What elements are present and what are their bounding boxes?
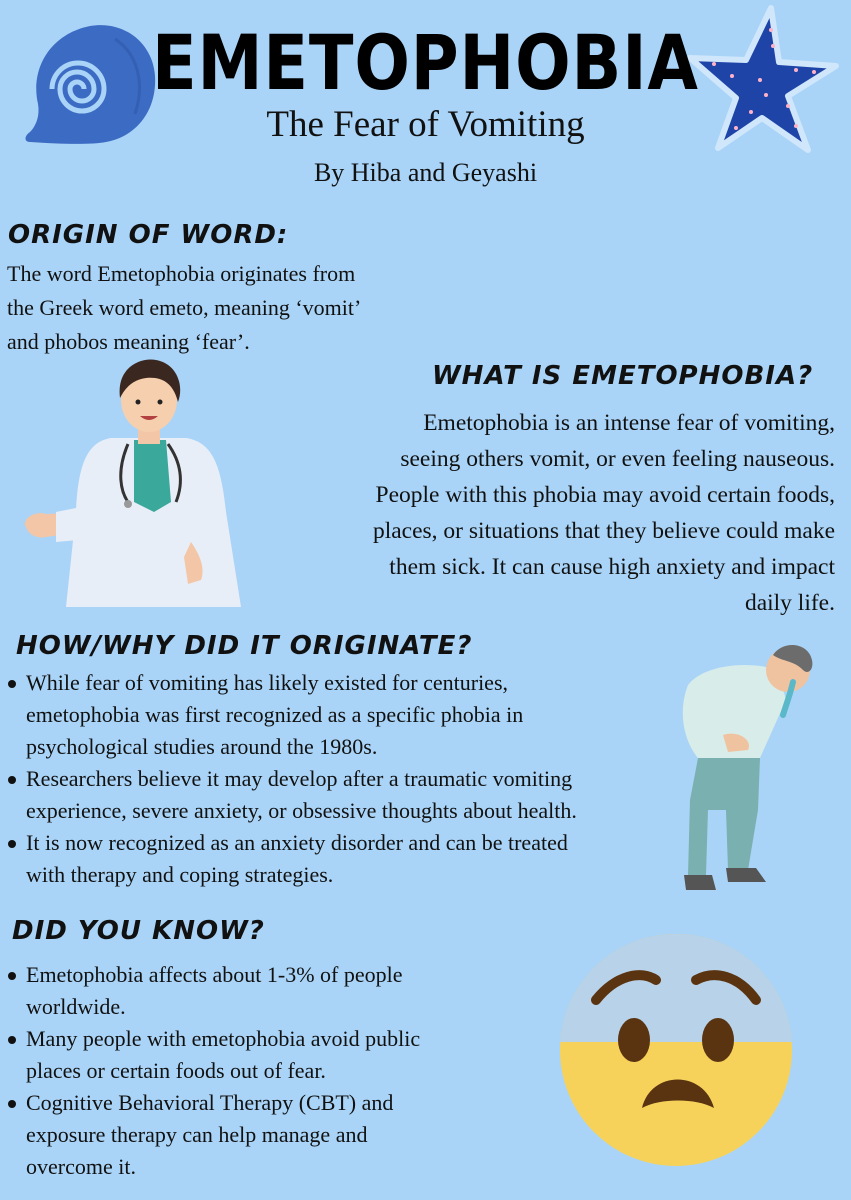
what-line: Emetophobia is an intense fear of vomiting, <box>423 410 835 436</box>
list-item: Emetophobia affects about 1-3% of people worldwide. <box>6 959 526 1023</box>
what-heading: WHAT IS EMETOPHOBIA? <box>432 361 814 391</box>
origin-line: the Greek word emeto, meaning ‘vomit’ <box>7 295 362 320</box>
origin-line: The word Emetophobia originates from <box>7 261 356 286</box>
list-item: Researchers believe it may develop after a traumatic vomiting experience, severe anxiety, or obsessive thoughts about health. <box>6 763 666 827</box>
doctor-illustration <box>16 352 246 607</box>
how-heading: HOW/WHY DID IT ORIGINATE? <box>16 631 473 661</box>
what-line: daily life. <box>744 590 835 616</box>
list-item: It is now recognized as an anxiety disorder and can be treated with therapy and coping strategies. <box>6 827 666 891</box>
anxious-face-icon <box>556 930 796 1170</box>
sick-person-illustration <box>668 640 818 900</box>
know-heading: DID YOU KNOW? <box>12 916 265 946</box>
byline: By Hiba and Geyashi <box>313 158 538 187</box>
know-list <box>6 959 526 1183</box>
what-line: places, or situations that they believe could make <box>372 518 835 544</box>
list-item: Many people with emetophobia avoid public places or certain foods out of fear. <box>6 1023 526 1087</box>
page-subtitle: The Fear of Vomiting <box>266 104 585 145</box>
what-text <box>255 405 835 621</box>
origin-text <box>7 257 427 359</box>
list-item: Cognitive Behavioral Therapy (CBT) and exposure therapy can help manage and overcome it. <box>6 1087 526 1183</box>
origin-line: and phobos meaning ‘fear’. <box>7 329 250 354</box>
what-line: them sick. It can cause high anxiety and impact <box>389 554 835 580</box>
what-line: seeing others vomit, or even feeling nauseous. <box>400 446 835 472</box>
how-list <box>6 667 666 891</box>
what-line: People with this phobia may avoid certain foods, <box>375 482 835 508</box>
origin-heading: ORIGIN OF WORD: <box>8 220 289 250</box>
page-title: EMETOPHOBIA <box>152 18 699 107</box>
list-item: While fear of vomiting has likely existed for centuries, emetophobia was first recognized as a specific phobia in psychological studies around the 1980s. <box>6 667 666 763</box>
